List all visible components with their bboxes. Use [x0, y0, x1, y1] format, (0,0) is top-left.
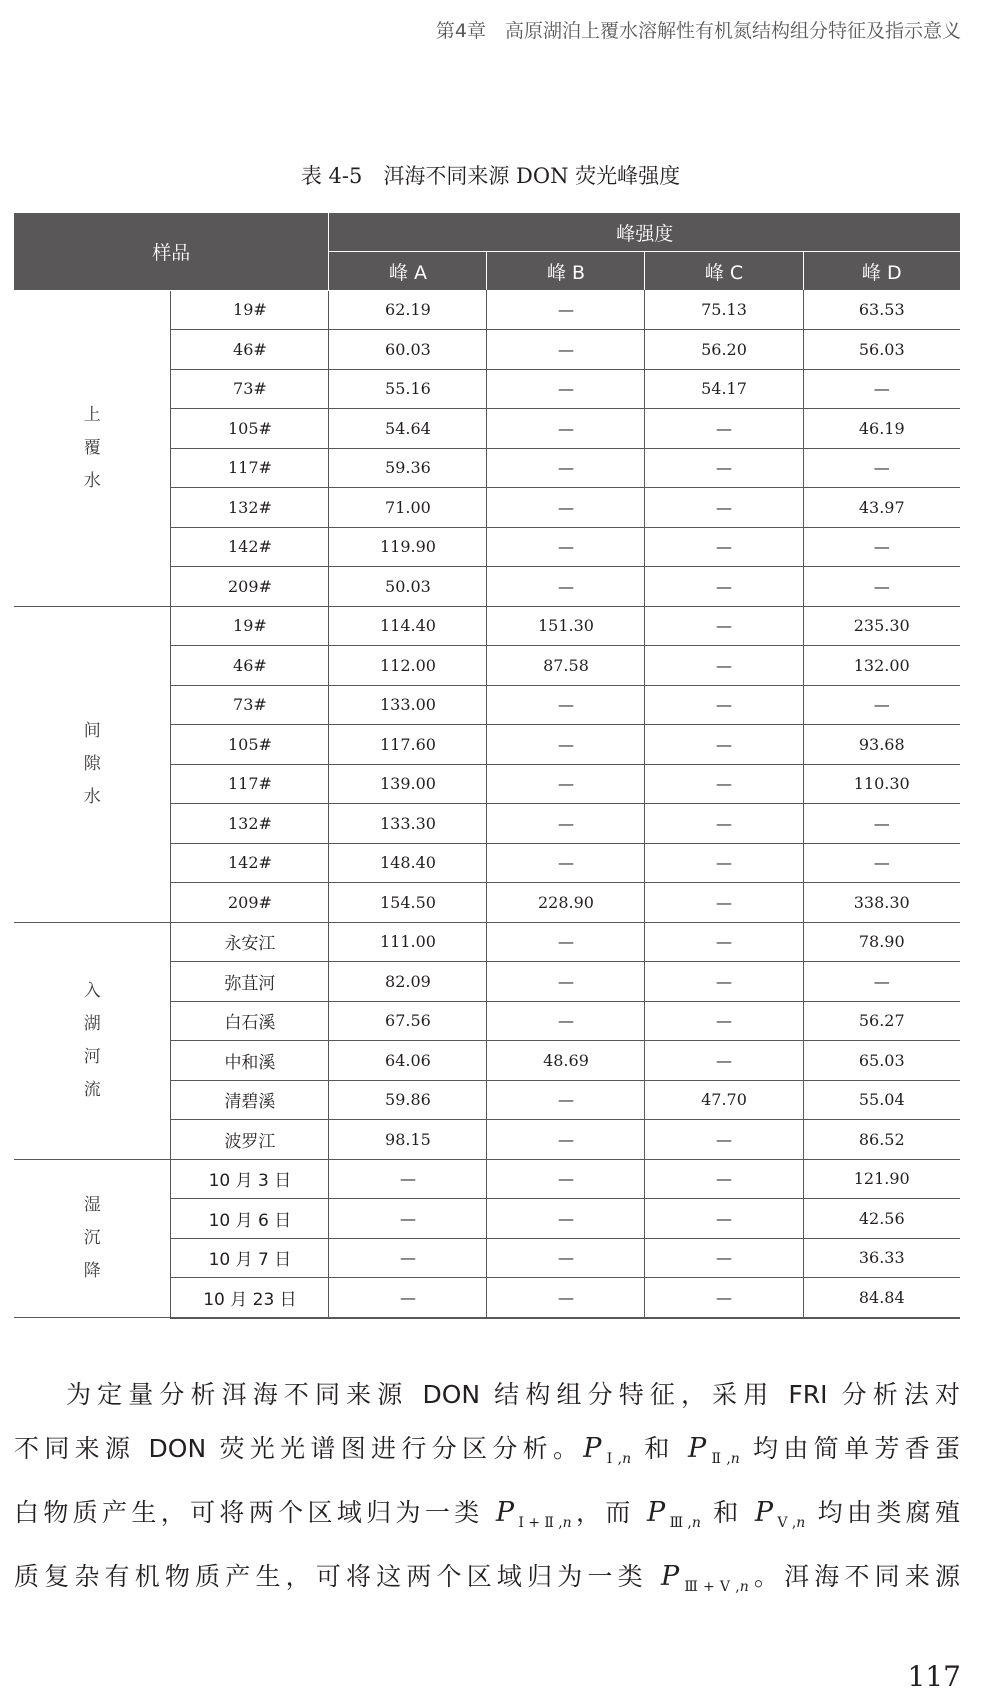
- sample-cell: 132#: [171, 488, 329, 528]
- peak-a-cell: 59.36: [329, 448, 487, 488]
- peak-a-cell: 111.00: [329, 922, 487, 962]
- peak-d-cell: 55.04: [803, 1080, 960, 1120]
- table-row: [14, 1159, 960, 1199]
- peak-d-cell: 93.68: [803, 725, 960, 765]
- sample-cell: 弥苴河: [171, 962, 329, 1002]
- peak-d-cell: 338.30: [803, 883, 960, 923]
- peak-a-cell: 67.56: [329, 1001, 487, 1041]
- peak-d-cell: —: [803, 448, 960, 488]
- peak-c-cell: —: [645, 1120, 803, 1160]
- sample-cell: 105#: [171, 725, 329, 765]
- peak-b-cell: —: [487, 764, 645, 804]
- group-label-cell: [14, 922, 171, 1159]
- peak-d-cell: 235.30: [803, 606, 960, 646]
- peak-d-cell: 42.56: [803, 1199, 960, 1239]
- peak-a-cell: —: [329, 1238, 487, 1278]
- sample-cell: 10 月 7 日: [171, 1238, 329, 1278]
- peak-a-cell: —: [329, 1199, 487, 1239]
- group-label-cell: [14, 1159, 171, 1318]
- peak-c-cell: —: [645, 1001, 803, 1041]
- peak-d-cell: 56.27: [803, 1001, 960, 1041]
- sample-cell: 中和溪: [171, 1041, 329, 1081]
- body-paragraph: [14, 1368, 960, 1614]
- peak-c-cell: —: [645, 567, 803, 607]
- peak-b-cell: —: [487, 962, 645, 1002]
- sample-cell: 209#: [171, 883, 329, 923]
- header-peak-d: 峰 D: [803, 252, 960, 291]
- peak-d-cell: 121.90: [803, 1159, 960, 1199]
- peak-d-cell: 65.03: [803, 1041, 960, 1081]
- peak-a-cell: 98.15: [329, 1120, 487, 1160]
- paragraph-line-4: [14, 1550, 960, 1614]
- sample-cell: 波罗江: [171, 1120, 329, 1160]
- peak-c-cell: —: [645, 685, 803, 725]
- peak-b-cell: —: [487, 1001, 645, 1041]
- peak-c-cell: 47.70: [645, 1080, 803, 1120]
- running-head: 第4章 高原湖泊上覆水溶解性有机氮结构组分特征及指示意义: [435, 20, 961, 42]
- sample-cell: 132#: [171, 804, 329, 844]
- paragraph-text: 质复杂有机物质产生，可将这两个区域归为一类: [14, 1562, 661, 1591]
- peak-a-cell: 117.60: [329, 725, 487, 765]
- group-label: 上覆水: [83, 404, 101, 491]
- peak-b-cell: —: [487, 1159, 645, 1199]
- math-symbol: P: [754, 1497, 774, 1528]
- peak-a-cell: 64.06: [329, 1041, 487, 1081]
- peak-b-cell: 228.90: [487, 883, 645, 923]
- math-subscript: Ⅴ,n: [773, 1515, 806, 1531]
- peak-b-cell: —: [487, 567, 645, 607]
- peak-a-cell: 114.40: [329, 606, 487, 646]
- paragraph-text: ，而: [571, 1498, 648, 1527]
- sample-cell: 46#: [171, 330, 329, 370]
- peak-b-cell: —: [487, 290, 645, 330]
- peak-a-cell: 154.50: [329, 883, 487, 923]
- peak-a-cell: 133.00: [329, 685, 487, 725]
- peak-intensity-table: [14, 213, 960, 1319]
- sample-cell: 10 月 3 日: [171, 1159, 329, 1199]
- sample-cell: 73#: [171, 685, 329, 725]
- sample-cell: 10 月 6 日: [171, 1199, 329, 1239]
- sample-cell: 209#: [171, 567, 329, 607]
- peak-c-cell: —: [645, 843, 803, 883]
- peak-d-cell: 86.52: [803, 1120, 960, 1160]
- sample-cell: 19#: [171, 290, 329, 330]
- peak-c-cell: —: [645, 922, 803, 962]
- peak-a-cell: 60.03: [329, 330, 487, 370]
- peak-c-cell: —: [645, 1159, 803, 1199]
- peak-d-cell: 43.97: [803, 488, 960, 528]
- header-peak-b: 峰 B: [487, 252, 645, 291]
- paragraph-text: 均由类腐殖: [805, 1498, 961, 1527]
- peak-d-cell: 110.30: [803, 764, 960, 804]
- peak-c-cell: 54.17: [645, 369, 803, 409]
- peak-b-cell: —: [487, 725, 645, 765]
- peak-b-cell: 48.69: [487, 1041, 645, 1081]
- sample-cell: 永安江: [171, 922, 329, 962]
- peak-b-cell: 151.30: [487, 606, 645, 646]
- peak-a-cell: 82.09: [329, 962, 487, 1002]
- math-subscript: Ⅱ,n: [706, 1451, 740, 1467]
- peak-b-cell: —: [487, 369, 645, 409]
- peak-c-cell: —: [645, 1278, 803, 1318]
- peak-b-cell: —: [487, 843, 645, 883]
- math-symbol: P: [495, 1497, 515, 1528]
- peak-c-cell: —: [645, 1238, 803, 1278]
- peak-d-cell: 46.19: [803, 409, 960, 449]
- peak-c-cell: —: [645, 962, 803, 1002]
- paragraph-text: 不同来源 DON 荧光光谱图进行分区分析。: [14, 1434, 584, 1463]
- peak-c-cell: —: [645, 1041, 803, 1081]
- peak-a-cell: 62.19: [329, 290, 487, 330]
- peak-b-cell: —: [487, 922, 645, 962]
- peak-c-cell: —: [645, 725, 803, 765]
- paragraph-line-3: [14, 1486, 960, 1550]
- group-label-cell: [14, 606, 171, 922]
- sample-cell: 142#: [171, 843, 329, 883]
- peak-a-cell: —: [329, 1159, 487, 1199]
- sample-cell: 清碧溪: [171, 1080, 329, 1120]
- peak-d-cell: 63.53: [803, 290, 960, 330]
- peak-d-cell: 78.90: [803, 922, 960, 962]
- peak-a-cell: 50.03: [329, 567, 487, 607]
- paragraph-text: 白物质产生，可将两个区域归为一类: [14, 1498, 496, 1527]
- peak-b-cell: —: [487, 488, 645, 528]
- header-sample: 样品: [14, 213, 329, 290]
- peak-c-cell: —: [645, 883, 803, 923]
- peak-a-cell: —: [329, 1278, 487, 1318]
- peak-b-cell: —: [487, 1120, 645, 1160]
- paragraph-text: 。洱海不同来源: [748, 1562, 960, 1591]
- peak-a-cell: 112.00: [329, 646, 487, 686]
- peak-d-cell: —: [803, 804, 960, 844]
- peak-c-cell: —: [645, 764, 803, 804]
- peak-d-cell: —: [803, 843, 960, 883]
- peak-d-cell: 36.33: [803, 1238, 960, 1278]
- peak-c-cell: —: [645, 488, 803, 528]
- peak-c-cell: —: [645, 448, 803, 488]
- math-symbol: P: [647, 1497, 666, 1528]
- math-subscript: Ⅲ+Ⅴ,n: [679, 1579, 749, 1595]
- peak-b-cell: —: [487, 527, 645, 567]
- table-row: [14, 290, 960, 330]
- peak-a-cell: 54.64: [329, 409, 487, 449]
- peak-c-cell: —: [645, 409, 803, 449]
- math-symbol: P: [583, 1433, 602, 1464]
- table-body: [14, 290, 960, 1318]
- peak-d-cell: 84.84: [803, 1278, 960, 1318]
- paragraph-text: 均由简单芳香蛋: [739, 1434, 960, 1463]
- page-number: 117: [907, 1660, 961, 1693]
- group-label: 湿沉降: [83, 1194, 101, 1281]
- table-caption: 表 4-5 洱海不同来源 DON 荧光峰强度: [300, 164, 681, 188]
- peak-a-cell: 55.16: [329, 369, 487, 409]
- sample-cell: 142#: [171, 527, 329, 567]
- peak-d-cell: —: [803, 527, 960, 567]
- paragraph-line-2: [14, 1422, 960, 1486]
- sample-cell: 73#: [171, 369, 329, 409]
- group-label: 间隙水: [83, 720, 101, 807]
- peak-b-cell: —: [487, 448, 645, 488]
- peak-b-cell: —: [487, 1278, 645, 1318]
- peak-c-cell: —: [645, 527, 803, 567]
- peak-d-cell: —: [803, 685, 960, 725]
- peak-b-cell: —: [487, 804, 645, 844]
- sample-cell: 117#: [171, 764, 329, 804]
- group-label: 入湖河流: [83, 980, 101, 1100]
- peak-b-cell: 87.58: [487, 646, 645, 686]
- header-peak-a: 峰 A: [329, 252, 487, 291]
- sample-cell: 10 月 23 日: [171, 1278, 329, 1318]
- peak-a-cell: 71.00: [329, 488, 487, 528]
- math-subscript: Ⅲ,n: [665, 1515, 701, 1531]
- sample-cell: 19#: [171, 606, 329, 646]
- peak-b-cell: —: [487, 1080, 645, 1120]
- peak-d-cell: 56.03: [803, 330, 960, 370]
- math-subscript: Ⅰ,n: [601, 1451, 632, 1467]
- peak-b-cell: —: [487, 330, 645, 370]
- group-label-cell: [14, 290, 171, 606]
- peak-d-cell: 132.00: [803, 646, 960, 686]
- paragraph-text: 和: [631, 1434, 688, 1463]
- peak-c-cell: —: [645, 646, 803, 686]
- peak-b-cell: —: [487, 1199, 645, 1239]
- paragraph-text: 和: [700, 1498, 755, 1527]
- peak-b-cell: —: [487, 685, 645, 725]
- peak-c-cell: 75.13: [645, 290, 803, 330]
- sample-cell: 117#: [171, 448, 329, 488]
- peak-d-cell: —: [803, 369, 960, 409]
- header-peak-c: 峰 C: [645, 252, 803, 291]
- peak-c-cell: —: [645, 804, 803, 844]
- peak-d-cell: —: [803, 962, 960, 1002]
- table-row: [14, 606, 960, 646]
- sample-cell: 46#: [171, 646, 329, 686]
- peak-a-cell: 133.30: [329, 804, 487, 844]
- peak-a-cell: 59.86: [329, 1080, 487, 1120]
- paragraph-line-1: 为定量分析洱海不同来源 DON 结构组分特征，采用 FRI 分析法对: [66, 1380, 960, 1409]
- peak-a-cell: 119.90: [329, 527, 487, 567]
- table-row: [14, 922, 960, 962]
- peak-a-cell: 148.40: [329, 843, 487, 883]
- sample-cell: 白石溪: [171, 1001, 329, 1041]
- peak-c-cell: —: [645, 1199, 803, 1239]
- peak-c-cell: 56.20: [645, 330, 803, 370]
- math-symbol: P: [660, 1561, 680, 1592]
- peak-b-cell: —: [487, 409, 645, 449]
- sample-cell: 105#: [171, 409, 329, 449]
- math-subscript: Ⅰ+Ⅱ,n: [514, 1515, 572, 1531]
- peak-a-cell: 139.00: [329, 764, 487, 804]
- peak-c-cell: —: [645, 606, 803, 646]
- header-row-top: [14, 213, 960, 252]
- header-peak-intensity: 峰强度: [329, 213, 960, 252]
- math-symbol: P: [687, 1433, 707, 1464]
- peak-b-cell: —: [487, 1238, 645, 1278]
- peak-d-cell: —: [803, 567, 960, 607]
